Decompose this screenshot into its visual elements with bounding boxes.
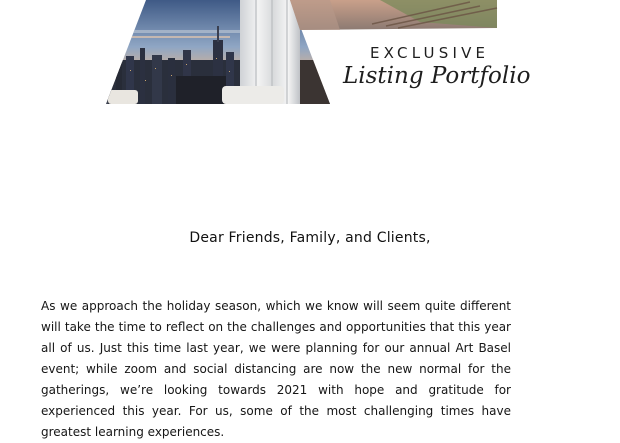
- letter-greeting: [0, 230, 620, 246]
- body-line: greatest learning experiences.: [41, 425, 225, 439]
- brand-eyebrow: EXCLUSIVE: [370, 44, 490, 62]
- greeting-text: Dear Friends, Family, and Clients,: [189, 230, 431, 246]
- body-line: all of us. Just this time last year, we were planning for our annual Art Basel: [41, 341, 511, 355]
- body-line: experienced this year. For us, some of the most challenging times have: [41, 404, 511, 418]
- body-line: gatherings, we’re looking towards 2021 with hope and gratitude for: [41, 383, 511, 397]
- letter-body: [41, 296, 511, 443]
- brand-lockup: [330, 44, 531, 90]
- body-line: will take the time to reflect on the challenges and opportunities that this year: [41, 320, 511, 334]
- body-line: event; while zoom and social distancing are now the new normal for the: [41, 362, 511, 376]
- brand-title: Listing Portfolio: [343, 63, 531, 89]
- body-line: As we approach the holiday season, which we know will seem quite different: [41, 299, 511, 313]
